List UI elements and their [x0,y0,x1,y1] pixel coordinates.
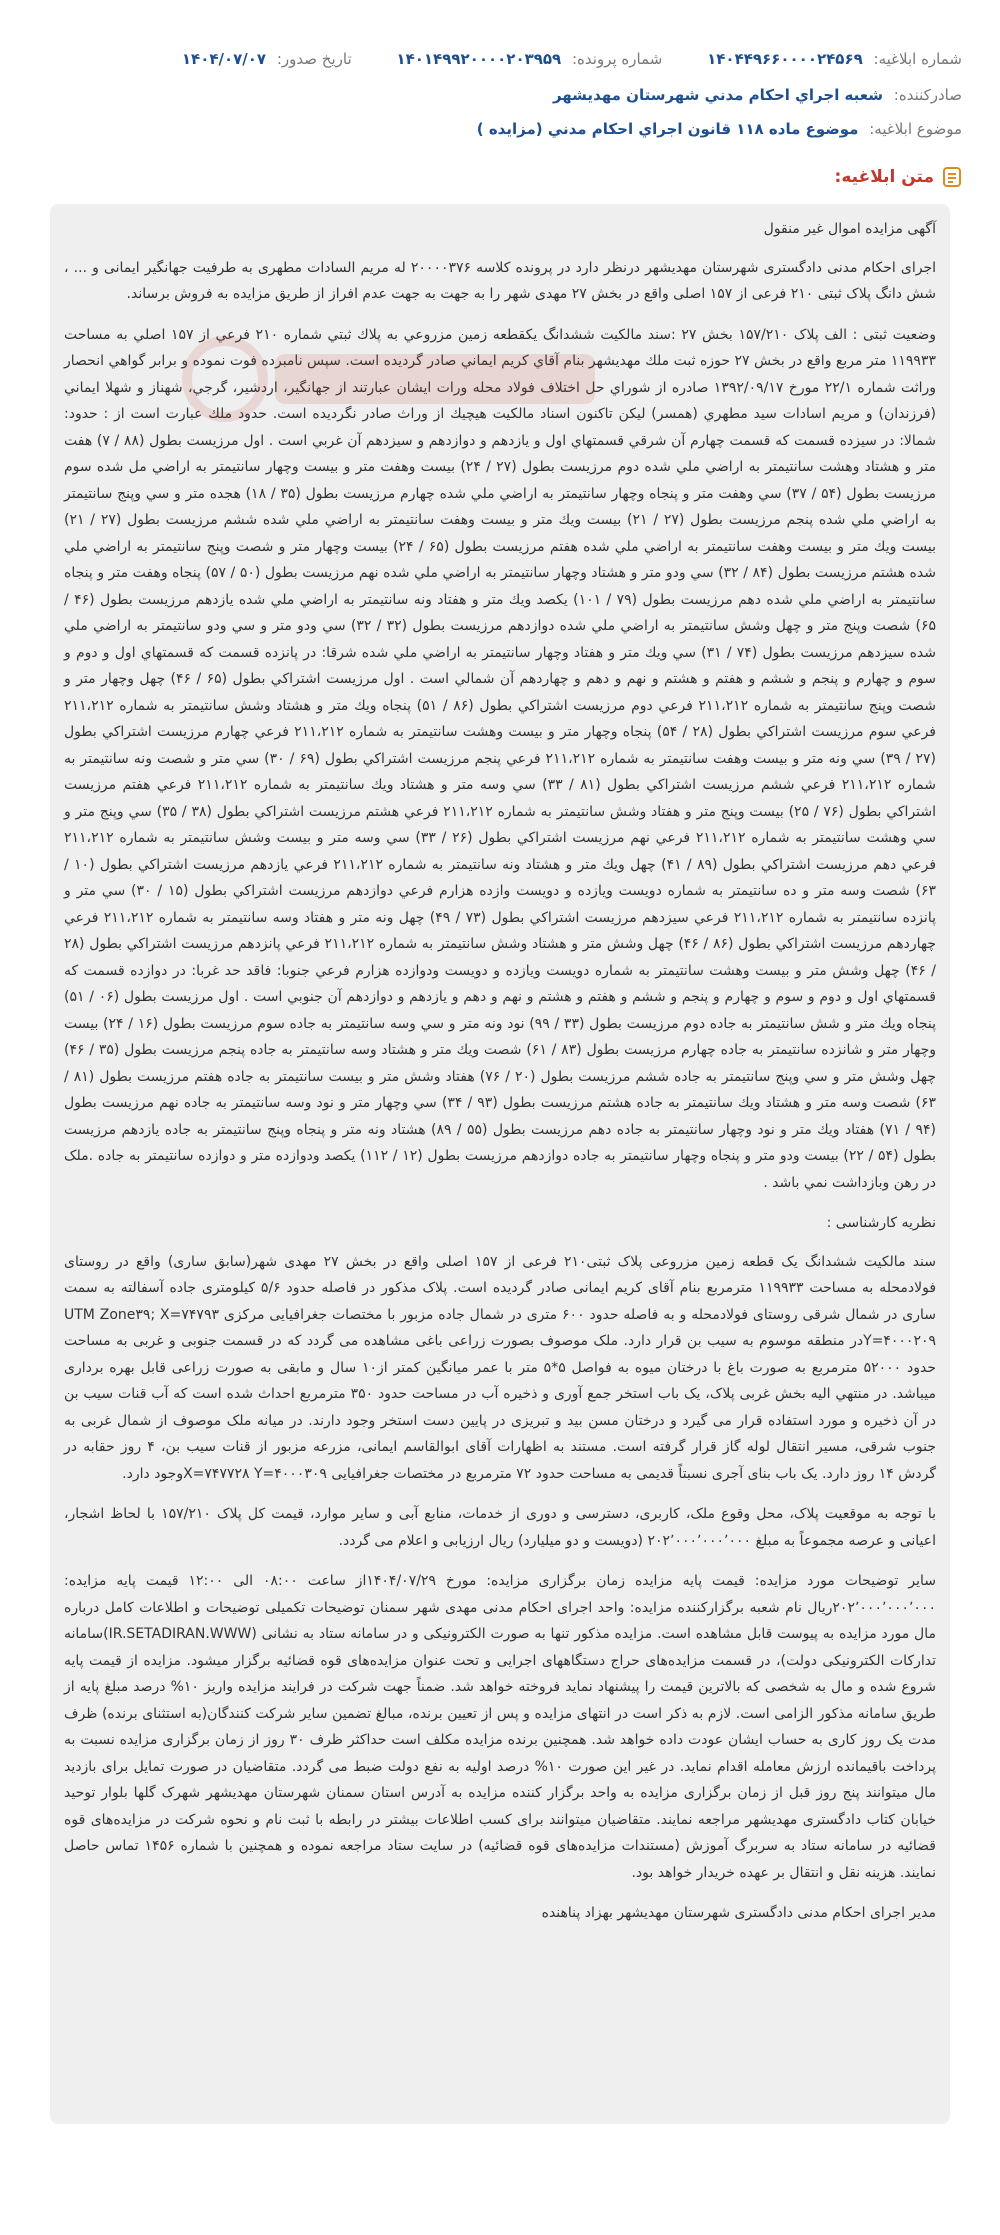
notice-paragraph: سند مالکیت ششدانگ یک قطعه زمین مزروعی پلاک ثبتی۲۱۰ فرعی از ۱۵۷ اصلی واقع در بخش ۲۷ مهدی شهر(سابق ساری) واقع در روستای فولادمحله به مساحت ۱۱۹۹۳۳ مترمربع بنام آقای کریم ایمانی صادر گردیده است. پلاک مذکور در فاصله حدود ۵/۶ کیلومتری جاده آسفالته به سمت ساری در شمال شرقی روستای فولادمحله و به فاصله حدود ۶۰۰ متری در شمال جاده مزبور با مختصات جغرافیایی مرکزی UTM Zone۳۹; X=۷۴۷۹۳ Y=۴۰۰۰۲۰۹در منطقه موسوم به سیب بن قرار دارد. ملک موصوف بصورت زراعی باغی مشاهده می گردد که در قسمت جنوبی و غربی به مساحت حدود ۵۲۰۰۰ مترمربع به صورت باغ با درختان میوه به فواصل ۵*۵ متر با عمر میانگین کمتر از۱۰ سال و مابقی به صورت زراعی قابل بهره برداری میباشد. در منتهي الیه بخش غربی پلاک، یک باب استخر جمع آوری و ذخیره آب در مساحت حدود ۳۵۰ مترمربع احداث شده است که آب قنات سیب بن در آن ذخیره و مورد استفاده قرار می گیرد و درختان مسن بید و تبریزی در پایین دست استخر وجود دارند. در میانه ملک موصوف از شمال غربی به جنوب شرقی، مسیر انتقال لوله گاز قرار گرفته است. مستند به اظهارات آقای ابوالقاسم ایمانی، مزرعه مزبور از قنات سیب بن، ۴ روز حقابه در گردش ۱۴ روز دارد. یک باب بنای آجری نسبتاً قدیمی به مساحت حدود ۷۲ مترمربع در مختصات جغرافیایی X=۷۴۷۷۲۸ Y=۴۰۰۰۳۰۹وجود دارد. [64,1253,937,1482]
case-number-label: شماره پرونده: [572,50,663,68]
notice-paragraph: آگهی مزایده اموال غیر منقول [763,221,936,237]
notice-paragraph: سایر توضیحات مورد مزایده: قیمت پایه مزایده زمان برگزاری مزایده: مورخ ۱۴۰۴/۰۷/۲۹از ساعت ۰۸:۰۰ الی ۱۲:۰۰ قیمت پایه مزایده: ۲۰۲٬۰۰۰٬۰۰۰٬۰۰۰ریال نام شعبه برگزارکننده مزایده: واحد اجرای احکام مدنی مهدی شهر سمنان توضیحات تکمیلی توضیحات و اطلاعات کامل درباره مال مورد مزایده به پیوست قابل مشاهده است. مزایده مذکور تنها به صورت الکترونیکی و در سامانه ستاد به نشانی (IR.SETADIRAN.WWW)سامانه تدارکات الکترونیکی دولت)، در قسمت مزایده‌های حراج دستگاههای اجرایی و تحت عنوان مزایده‌های قوه قضائیه برگزار میشود. مزایده از قیمت پایه شروع شده و مال به شخصی که بالاترین قیمت را پیشنهاد نماید فروخته خواهد شد. ضمناً جهت شرکت در فرایند مزایده واریز ۱۰% درصد مبلغ پایه از طریق سامانه مذکور الزامی است. لازم به ذکر است در انتهای مزایده و پس از تعیین برنده، مبالغ تضمین سایر شرکت کنندگان(به استثنای برنده) ظرف مدت یک روز کاری به حساب ایشان عودت داده خواهد شد. همچنین برنده مزایده مکلف است حداکثر ظرف ۳۰ روز از زمان برگزاری مزایده نسبت به پرداخت باقیمانده ارزش معامله اقدام نماید. در غیر این صورت ۱۰% درصد اولیه به نفع دولت ضبط می گردد. متقاضیان در صورت تمایل برای بازدید مال میتوانند پنج روز قبل از زمان برگزاری مزایده به واحد برگزار کننده مزایده به آدرس استان سمنان شهرستان مهدیشهر شهرک گلها بلوار توحید خیابان کتاب دادگستری مهدیشهر مراجعه نمایند. متقاضیان میتوانند برای کسب اطلاعات بیشتر در رابطه با ثبت نام و نحوه شرکت در مزایده‌های قوه قضائیه در سامانه ستاد به سربرگ آموزش (مستندات مزایده‌های قوه قضائیه) در سایت ستاد مراجعه نموده و همچنین با شماره ۱۴۵۶ تماس حاصل نمایند. هزینه نقل و انتقال بر عهده خریدار خواهد بود. [64,1573,936,1881]
case-number-value: ۱۴۰۱۴۹۹۲۰۰۰۰۲۰۳۹۵۹ [396,50,562,68]
notice-text-title: متن ابلاغيه: [834,167,934,187]
notice-number [707,42,962,76]
issue-date-label: تاريخ صدور: [276,50,352,68]
meta-row-numbers [38,42,962,76]
notice-paragraph: نظریه کارشناسی : [826,1215,936,1231]
notice-number-label: شماره ابلاغيه: [873,50,962,68]
document-icon [942,166,962,188]
meta-row-issuer [38,78,962,112]
subject-value: موضوع ماده ۱۱۸ قانون اجراي احكام مدني (مزايده ) [476,120,859,138]
notice-paragraph: اجرای احکام مدنی دادگستری شهرستان مهدیشهر درنظر دارد در پرونده کلاسه ۰۳۷۶‏‏‏۰۰۰‏‏‏۲ له مریم السادات مطهری به طرفیت جهانگیر ایمانی و ... ، شش دانگ پلاک ثبتی ۲۱۰ فرعی از ۱۵۷ اصلی واقع در بخش ۲۷ مهدی شهر را به جهت به جهت عدم افراز از طریق مزایده به فروش برساند. [64,259,937,302]
notice-paragraph: با توجه به موقعیت پلاک، محل وقوع ملک، کاربری، دسترسی و دوری از خدمات، منابع آبی و سایر موارد، قیمت کل پلاک ۱۵۷/۲۱۰ با لحاظ اشجار، اعیانی و عرصه مجموعاً به مبلغ ۲۰۲٬۰۰۰٬۰۰۰٬۰۰۰ (دویست و دو میلیارد) ریال ارزیابی و اعلام می گردد. [64,1506,937,1549]
notice-signature: مدیر اجرای احکام مدنی دادگستری شهرستان مهدیشهر بهزاد پناهنده [541,1905,936,1921]
subject-label: موضوع ابلاغيه: [869,120,962,138]
issue-date [182,42,352,76]
issuer-value: شعبه اجراي احکام مدني شهرستان مهديشهر [552,86,883,104]
notice-number-value: ۱۴۰۴۴۹۶۶۰۰۰۰۲۴۵۶۹ [707,50,863,68]
notice-text-heading [835,166,962,188]
notice-paragraph: وضعیت ثبتی : الف پلاک ۱۵۷/۲۱۰ بخش ۲۷ :سند مالكيت ششدانگ يكقطعه زمين مزروعي به پلاك ثبتي شماره ۲۱۰ فرعي از ۱۵۷ اصلي به مساحت ۱۱۹۹۳۳ متر مربع واقع در بخش ۲۷ حوزه ثبت ملك مهديشهر بنام آقاي كريم ايماني صادر گرديده است. سپس نامبرده فوت نموده و برابر گواهي انحصار وراثت شماره ۲۲/۱ مورخ ۱۳۹۲/۰۹/۱۷ صادره از شوراي حل اختلاف فولاد محله ورات ايشان عبارتند از جهانگير، اردشير، گرجي، شهناز و شهلا ايماني (فرزندان) و مريم اسادات سيد مطهري (همسر) ليكن تاكنون اسناد مالكيت هيچيك از وراث صادر نگرديده است. حدود ملك عبارت است از : حدود: شمالا: در سيزده قسمت كه قسمت چهارم آن شرقي قسمتهاي اول و يازدهم و دوازدهم و سيزدهم آن غربي است . اول مرزيست بطول (۸۸ / ۷) هفت متر و هشتاد وهشت سانتيمتر به اراضي ملي شده دوم مرزيست بطول (۲۷ / ۲۴) بيست وهفت متر و بيست وچهار سانتيمتر به اراضي مل شده سوم مرزيست بطول (۵۴ / ۳۷) سي وهفت متر و پنجاه وچهار سانتيمتر به اراضي ملي شده چهارم مرزيست بطول (۳۵ / ۱۸) هجده متر و سي وپنج سانتيمتر به اراضي ملي شده پنجم مرزيست بطول (۲۷ / ۲۱) بيست ويك متر و بيست وهفت سانتيمتر به اراضي ملي شده ششم مرزيست بطول (۲۷ / ۲۱) بيست ويك متر و بيست وهفت سانتيمتر به اراضي ملي شده هفتم مرزيست بطول (۶۵ / ۲۴) بيست وچهار متر و شصت وپنج سانتيمتر به اراضي ملي شده هشتم مرزيست بطول (۸۴ / ۳۲) سي ودو متر و هشتاد وچهار سانتيمتر به اراضي ملي شده نهم مرزيست بطول (۵۰ / ۵۷) پنجاه وهفت متر و پنجاه سانتيمتر به اراضي ملي شده دهم مرزيست بطول (۷۹ / ۱۰۱) يكصد ويك متر و هفتاد ونه سانتيمتر به اراضي ملي شده يازدهم مرزيست بطول (۴۶ / ۶۵) شصت وپنج متر و چهل وشش سانتيمتر به اراضي ملي شده دوازدهم مرزيست بطول (۳۲ / ۳۲) سي ودو متر و سي ودو سانتيمتر به اراضي ملي شده سيزدهم مرزيست بطول (۷۴ / ۳۱) سي ويك متر و هفتاد وچهار سانتيمتر به اراضي ملي شده شرقا: در پانزده قسمت كه قسمتهاي اول و دوم و سوم و چهارم و پنجم و ششم و هفتم و هشتم و نهم و دهم و چهاردهم آن شمالي است . اول مرزيست اشتراكي بطول (۶۵ / ۴۶) چهل وچهار متر و شصت وپنج سانتيمتر به شماره ۲۱۱،۲۱۲ فرعي دوم مرزيست اشتراكي بطول (۸۶ / ۵۱) پنجاه ويك متر و هشتاد وشش سانتيمتر به شماره ۲۱۱،۲۱۲ فرعي سوم مرزيست اشتراكي بطول (۲۸ / ۵۴) پنجاه وچهار متر و بيست وهشت سانتيمتر به شماره ۲۱۱،۲۱۲ فرعي چهارم مرزيست اشتراكي بطول (۲۷ / ۳۹) سي ونه متر و بيست وهفت سانتيمتر به شماره ۲۱۱،۲۱۲ فرعي پنجم مرزيست اشتراكي بطول (۶۹ / ۳۰) سي متر و شصت ونه سانتيمتر به شماره ۲۱۱،۲۱۲ فرعي ششم مرزيست اشتراكي بطول (۸۱ / ۳۳) سي وسه متر و هشتاد ويك سانتيمتر به شماره ۲۱۱،۲۱۲ فرعي هفتم مرزيست اشتراكي بطول (۷۶ / ۲۵) بيست وپنج متر و هفتاد وشش سانتيمتر به شماره ۲۱۱،۲۱۲ فرعي هشتم مرزيست اشتراكي بطول (۳۸ / ۳۵) سي وپنج متر و سي وهشت سانتيمتر به شماره ۲۱۱،۲۱۲ فرعي نهم مرزيست اشتراكي بطول (۲۶ / ۳۳) سي وسه متر و بيست وشش سانتيمتر به شماره ۲۱۱،۲۱۲ فرعي دهم مرزيست اشتراكي بطول (۸۹ / ۴۱) چهل ويك متر و هشتاد ونه سانتيمتر به شماره ۲۱۱،۲۱۲ فرعي يازدهم مرزيست اشتراكي بطول (۱۰ / ۶۳) شصت وسه متر و ده سانتيمتر به شماره دويست ويازده و دويست وازده هزارم فرعي دوازدهم مرزيست اشتراكي بطول (۱۵ / ۳۰) سي متر و پانزده سانتيمتر به شماره ۲۱۱،۲۱۲ فرعي سيزدهم مرزيست اشتراكي بطول (۷۳ / ۴۹) چهل ونه متر و هفتاد وسه سانتيمتر به شماره ۲۱۱،۲۱۲ فرعي چهاردهم مرزيست اشتراكي بطول (۸۶ / ۴۶) چهل وشش متر و هشتاد وشش سانتيمتر به شماره ۲۱۱،۲۱۲ فرعي پانزدهم مرزيست اشتراكي بطول (۲۸ / ۴۶) چهل وشش متر و بيست وهشت سانتيمتر به شماره دويست ويازده و دويست ودوازده هزارم فرعي جنوبا: فاقد حد غربا: در دوازده قسمت كه قسمتهاي اول و دوم و سوم و چهارم و پنجم و ششم و هفتم و هشتم و نهم و دهم و يازدهم و دوازدهم آن جنوبي است . اول مرزيست بطول (۰۶ / ۵۱) پنجاه ويك متر و شش سانتيمتر به جاده دوم مرزيست بطول (۳۳ / ۹۹) نود ونه متر و سي وسه سانتيمتر به جاده سوم مرزيست بطول (۱۶ / ۲۴) بيست وچهار متر و شانزده سانتيمتر به جاده چهارم مرزيست بطول (۸۳ / ۶۱) شصت ويك متر و هشتاد وسه سانتيمتر به جاده پنجم مرزيست بطول (۳۵ / ۴۶) چهل وشش متر و سي وپنج سانتيمتر به جاده ششم مرزيست بطول (۲۰ / ۷۶) هفتاد وشش متر و بيست سانتيمتر به جاده هفتم مرزيست بطول (۸۱ / ۶۳) شصت وسه متر و هشتاد ويك سانتيمتر به جاده هشتم مرزيست بطول (۹۳ / ۳۴) سي وچهار متر و نود وسه سانتيمتر به جاده نهم مرزيست بطول (۹۴ / ۷۱) هفتاد ويك متر و نود وچهار سانتيمتر به جاده دهم مرزيست بطول (۵۵ / ۸۹) هشتاد ونه متر و پنجاه وپنج سانتيمتر به جاده يازدهم مرزيست بطول (۵۴ / ۲۲) بيست ودو متر و پنجاه وچهار سانتيمتر به جاده دوازدهم مرزيست بطول (۱۲ / ۱۱۲) يكصد ودوازده متر و دوازده سانتيمتر به جاده .ملک در رهن وبازداشت نمي باشد . [64,326,937,1191]
issuer-label: صادرکننده: [893,86,962,104]
case-number [396,42,662,76]
notice-body [50,204,950,2124]
issue-date-value: ۱۴۰۴/۰۷/۰۷ [181,50,267,68]
meta-row-subject [38,112,962,146]
